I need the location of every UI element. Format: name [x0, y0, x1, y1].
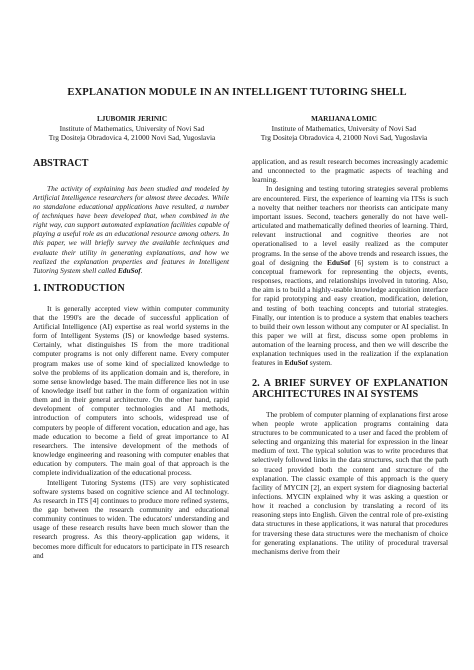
system-name: EduSof	[117, 265, 141, 275]
author-affiliation: Institute of Mathematics, University of Novi Sad	[59, 124, 205, 134]
abstract-heading: ABSTRACT	[33, 158, 89, 169]
paper-title: EXPLANATION MODULE IN AN INTELLIGENT TUTORING SHELL	[67, 87, 407, 98]
survey-paragraph-1: The problem of computer planning of explanations first arose when people wrote application programs containing data structures to be communicated to a user and faced the problem of selecting and organizing this material for expression in the linear medium of text. The typical solution was to write procedures that selectively followed links in the data structures, such that the path so traced provided both the content and structure of the explanation. The classic example of this approach is the query facility of MYCIN [2], an expert system for diagnosing bacterial infections. MYCIN explained why it was asking a question or how it reached a conclusion by translating a record of its reasoning steps into English. Given the central role of pre-existing data structures in these applications, it was natural that procedures for traversing these data structures were the mechanism of choice for generating explanations. The utility of procedural traversal mechanisms derive from their	[252, 409, 448, 556]
left-column	[33, 158, 229, 560]
intro-paragraph-3	[252, 184, 448, 367]
right-column	[252, 157, 448, 556]
para-text: [6] system is to construct a conceptual framework for representing the objects, events, responses, reactions, and relationships involved in tutoring. Also, the aim is to build a highly-usable knowledge acquisition interface for rapid prototyping and easy creation, modification, deletion, and testing of both teaching concepts and tutorial strategies. Finally, our intention is to produce a system that enables teachers to build their own lesson without any computer or AI specialist. In this paper we will at first, discuss some open problems in automation of the learning process, and then we will describe the explanation techniques used in the realization if the explanation features in	[252, 257, 448, 368]
author-name: LJUBOMIR JERINIC	[96, 115, 168, 123]
para-text: system.	[309, 358, 333, 368]
author-block-2	[244, 115, 444, 143]
survey-heading: 2. A BRIEF SURVEY OF EXPLANATION ARCHITECTURES IN AI SYSTEMS	[252, 377, 448, 401]
para-text: In designing and testing tutoring strategies several problems are encountered. First, the experience of learning via ITSs is such a novelty that neither teachers nor theorists can anticipate many important issues. Second, teachers generally do not have well-articulated and mathematically defined theories of learning. Third, relevant instructional and cognitive theories are not operationalised to a level easily realized as the computer programs. In the sense of the above trends and research issues, the goal of designing the	[252, 184, 448, 267]
abstract-text: The activity of explaining has been studied and modeled by Artificial Intelligence researchers for almost three decades. While no standalone educational applications have resulted, a number of techniques have been developed that, when combined in the right way, can support automated explanation facilities capable of playing a useful role as an educational resource among others. In this paper, we will briefly survey the available techniques and evaluate their utility in generating explanations, and how we realized the explanation properties and features in Intelligent Tutoring System shell called	[33, 183, 229, 275]
author-address: Trg Dositeja Obradovica 4, 21000 Novi Sad, Yugoslavia	[260, 133, 428, 143]
author-block-1	[32, 115, 232, 143]
author-name: MARIJANA LOMIC	[311, 115, 377, 123]
system-name: EduSof	[326, 257, 351, 267]
intro-paragraph-1: It is generally accepted view within computer community that the 1990's are the decade of successful application of Artificial Intelligence (AI) expertise as real world systems in the form of Intelligent Systems (IS) or knowledge based systems. Certainly, what distinguishes IS from the more traditional computer programs is not only different name. Every computer program makes use of some kind of specialized knowledge to solve the problems of its application domain and is, therefore, in some sense knowledge based. The main difference lies not in use of knowledge itself but rather in the form of organization within them and in their general architecture. On the other hand, rapid development of computer technologies and AI methods, introduction of computers into schools, widespread use of computers by people of different vocation, education and age, has made education to become a field of great importance to AI researchers. The intensive development of the methods of knowledge engineering and reasoning with computer enables that education by computers. The main goal of that approach is the complete individualization of the educational process.	[33, 303, 229, 478]
author-affiliation: Institute of Mathematics, University of Novi Sad	[271, 124, 417, 134]
abstract-paragraph	[33, 184, 229, 276]
author-address: Trg Dositeja Obradovica 4, 21000 Novi Sad, Yugoslavia	[48, 133, 216, 143]
intro-paragraph-2: Intelligent Tutoring Systems (ITS) are very sophisticated software systems based on cognitive science and AI technology. As research in ITS [4] continues to produce more refined systems, the gap between the research community and educational community continues to widen. The educators' understanding and usage of these research results have been much slower than the research progress. As this theory-application gap widens, it becomes more difficult for educators to participate in ITS research and	[33, 477, 229, 560]
intro-continuation: application, and as result research becomes increasingly academic and unconnected to the pragmatic aspects of teaching and learning.	[252, 157, 448, 185]
abstract-body	[33, 184, 229, 276]
abstract-end: .	[140, 265, 143, 275]
system-name: EduSof	[284, 358, 308, 368]
intro-heading: 1. INTRODUCTION	[33, 283, 125, 295]
